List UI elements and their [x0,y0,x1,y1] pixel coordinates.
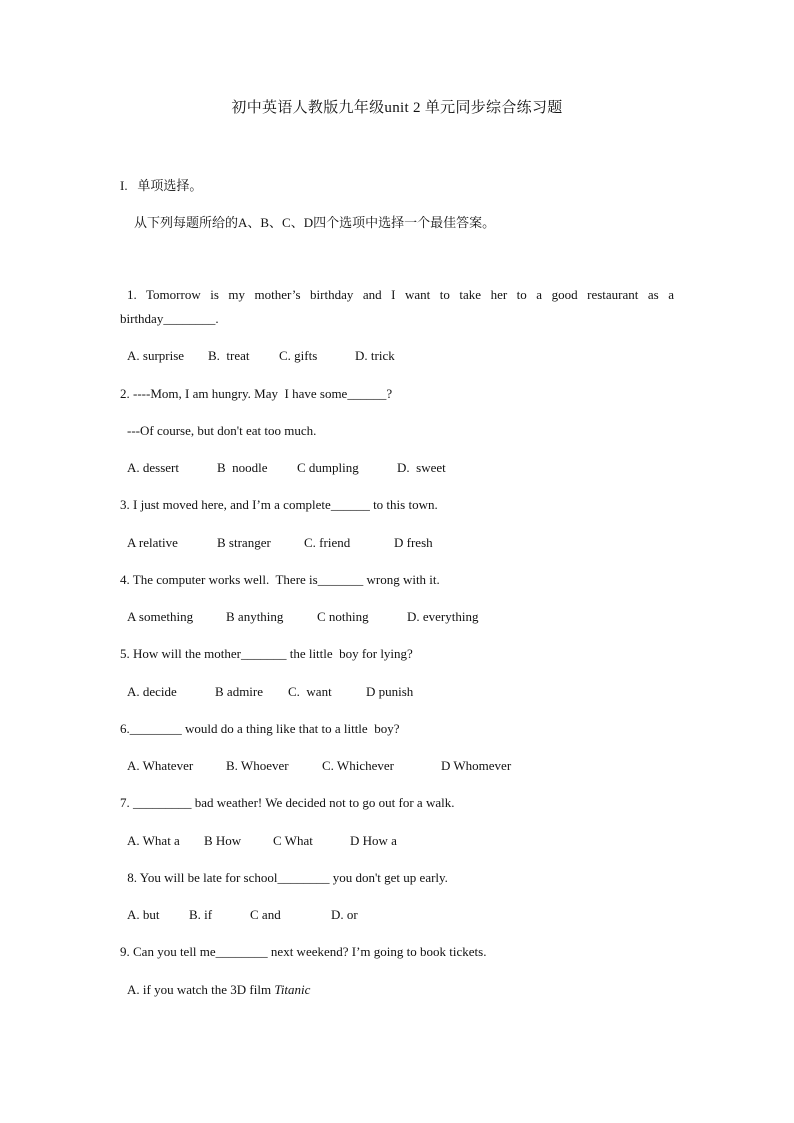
option-b: B. treat [208,348,250,363]
option-a: A. surprise [127,348,185,363]
option-a: A something [127,609,194,624]
option-d: D punish [366,684,414,699]
option-b: B stranger [217,535,271,550]
option-d: D How a [350,833,397,848]
option-a: A. dessert [127,460,179,475]
option-d: D. everything [407,609,479,624]
question-9-stem: 9. Can you tell me________ next weekend? I’m going to book tickets. [120,944,487,959]
question-4-stem: 4. The computer works well. There is_______ wrong with it. [120,572,440,587]
section-instruction: 从下列每题所给的A、B、C、D四个选项中选择一个最佳答案。 [134,215,496,230]
question-2-reply: ---Of course, but don't eat too much. [127,423,317,438]
option-a: A. decide [127,684,177,699]
question-1-stem-cont: birthday________. [120,311,219,326]
option-c: C dumpling [297,460,359,475]
question-1-stem: 1. Tomorrow is my mother’s birthday and I want to take her to a good restaurant as a [127,287,674,302]
option-c: C What [273,833,313,848]
option-d: D Whomever [441,758,512,773]
option-b: B noodle [217,460,268,475]
option-c: C. Whichever [322,758,394,773]
option-a-text: A. if you watch the 3D film [127,982,275,997]
option-b: B How [204,833,242,848]
question-6-stem: 6.________ would do a thing like that to a little boy? [120,721,400,736]
option-b: B anything [226,609,284,624]
option-d: D. sweet [397,460,446,475]
section-heading: I. 单项选择。 [120,178,203,193]
option-b: B admire [215,684,264,699]
option-c: C. friend [304,535,351,550]
option-a [127,982,310,998]
option-c: C and [250,907,281,922]
option-c: C. gifts [279,348,318,363]
option-a: A relative [127,535,178,550]
question-2-stem: 2. ----Mom, I am hungry. May I have some______? [120,386,393,401]
option-a: A. but [127,907,160,922]
film-title: Titanic [274,982,311,997]
option-a: A. What a [127,833,180,848]
option-d: D fresh [394,535,433,550]
option-d: D. trick [355,348,395,363]
option-c: C. want [288,684,332,699]
option-b: B. if [189,907,213,922]
question-8-stem: 8. You will be late for school________ you don't get up early. [124,870,448,885]
page-title: 初中英语人教版九年级unit 2 单元同步综合练习题 [231,100,563,116]
option-c: C nothing [317,609,369,624]
option-b: B. Whoever [226,758,289,773]
question-3-stem: 3. I just moved here, and I’m a complete______ to this town. [120,497,438,512]
option-a: A. Whatever [127,758,194,773]
option-d: D. or [331,907,358,922]
question-7-stem: 7. _________ bad weather! We decided not to go out for a walk. [120,795,455,810]
question-5-stem: 5. How will the mother_______ the little boy for lying? [120,646,413,661]
